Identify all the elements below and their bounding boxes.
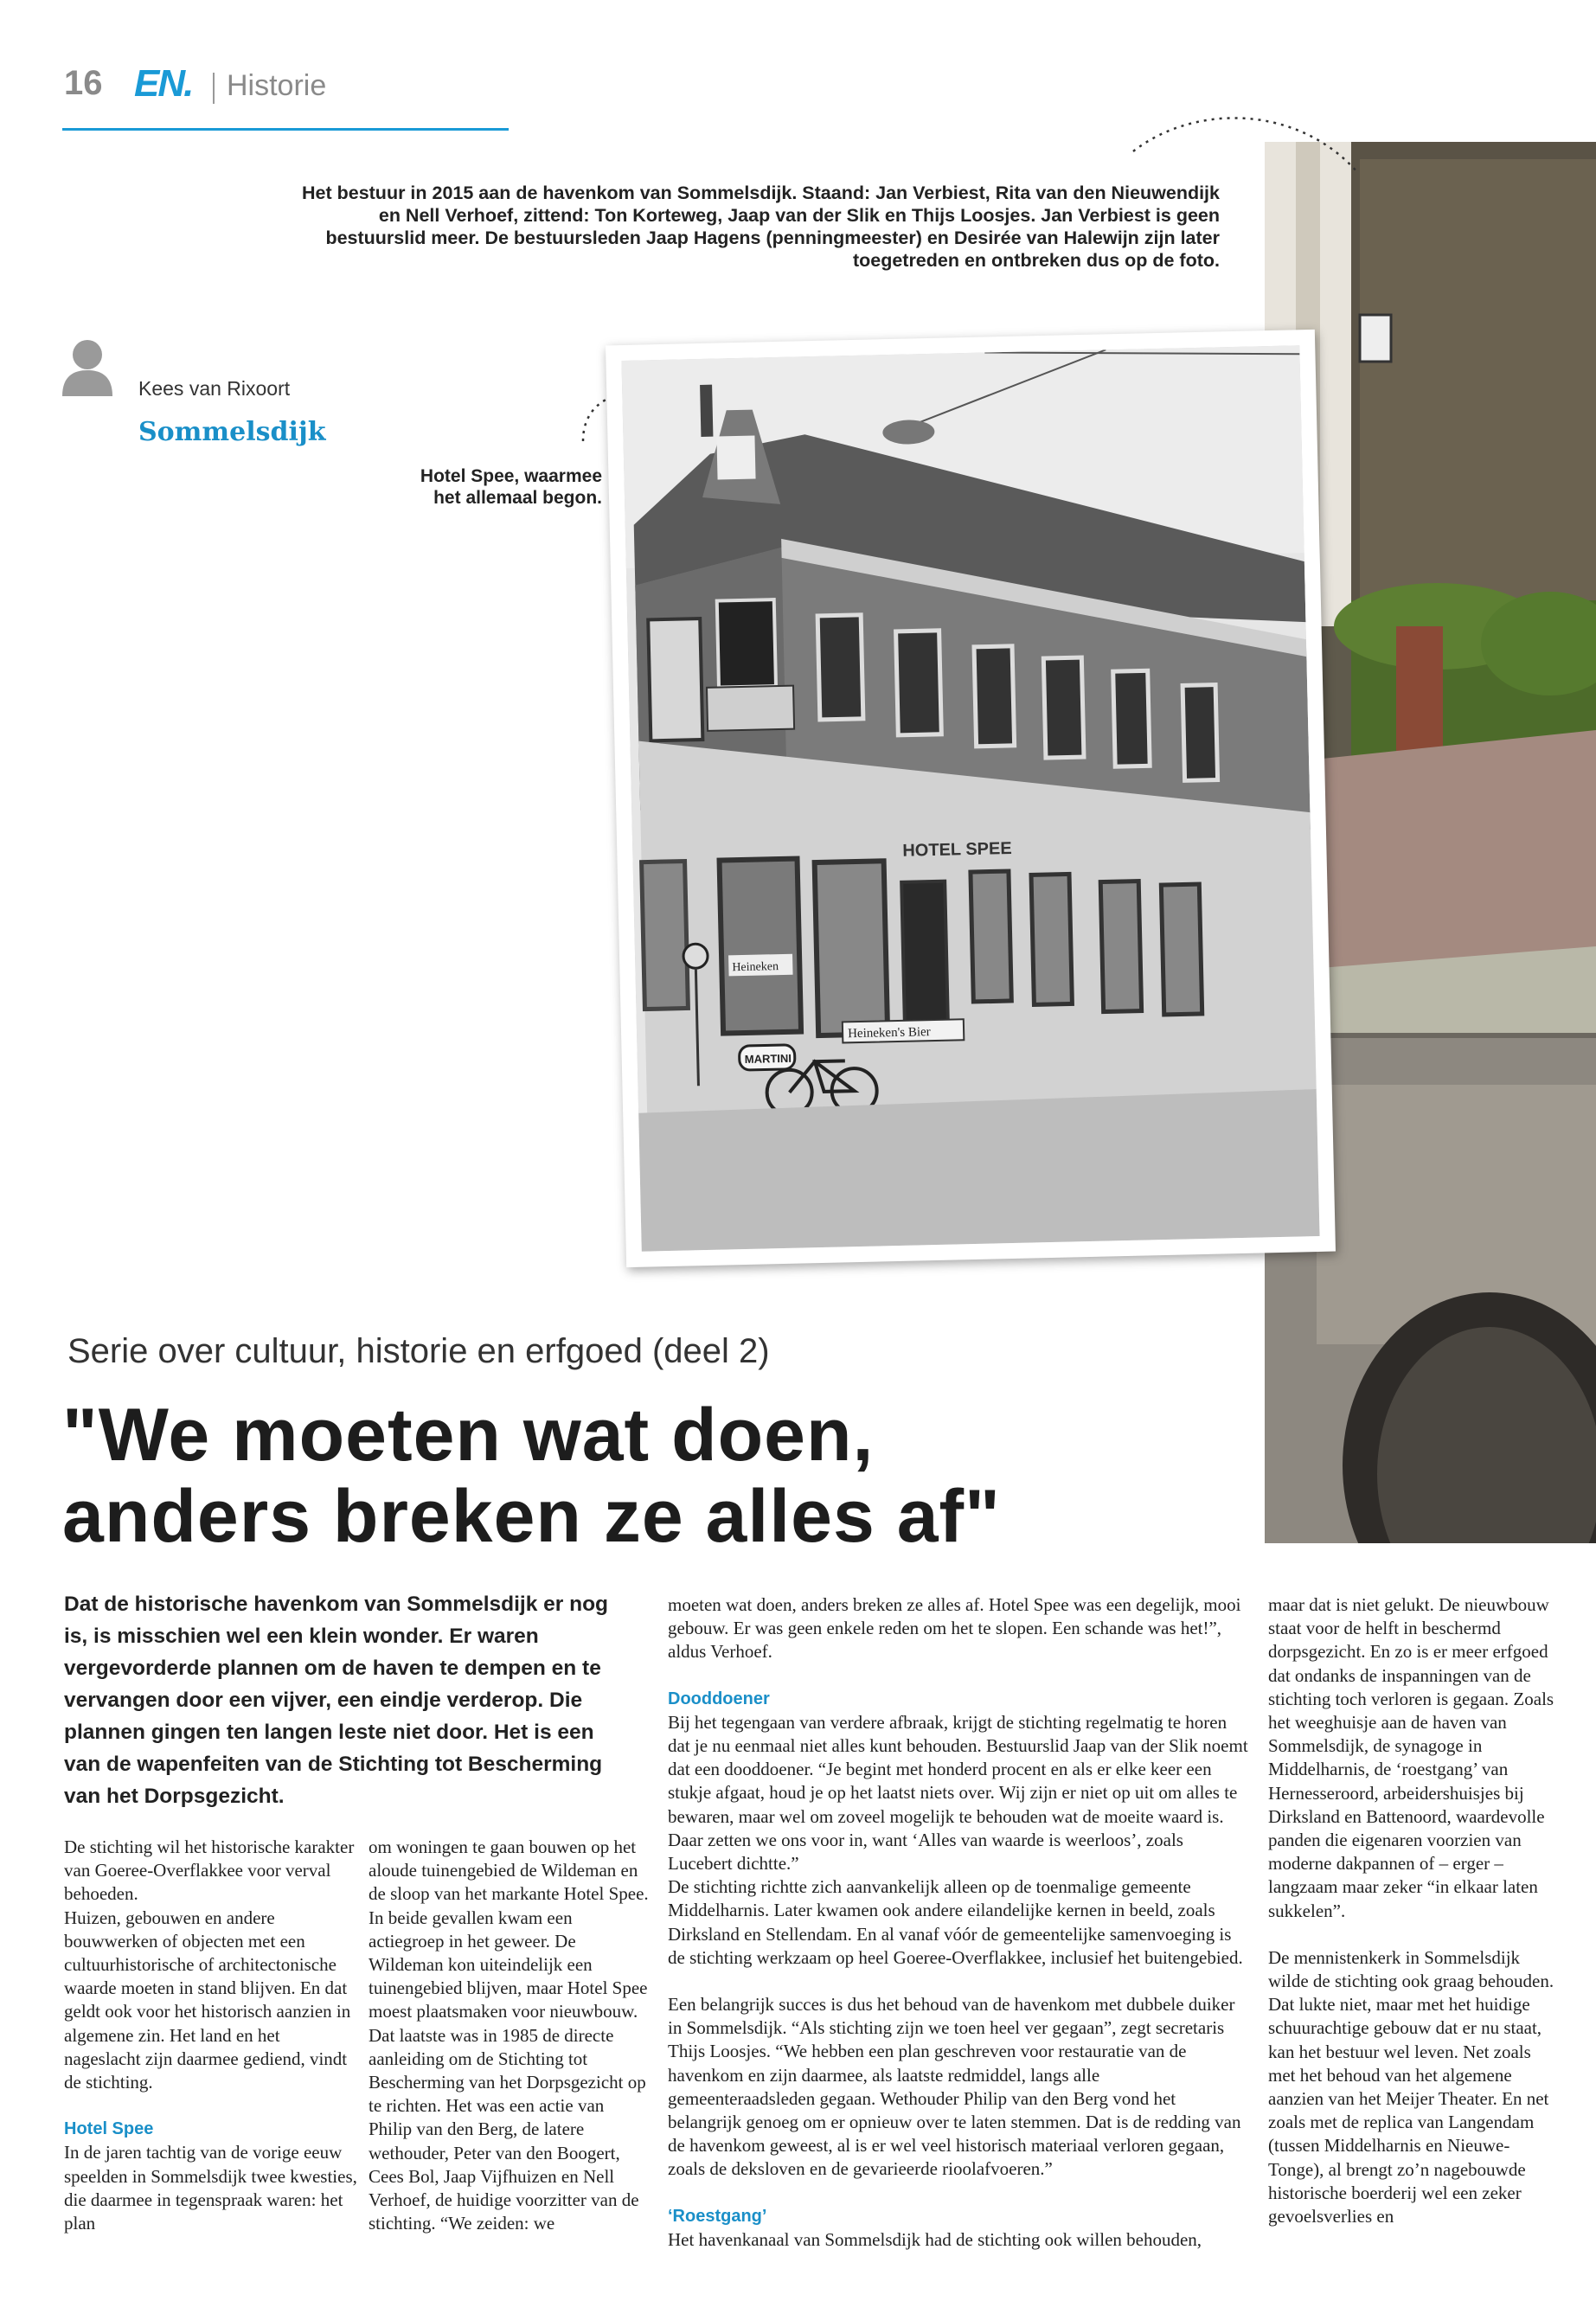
paragraph: Huizen, gebouwen en andere bouwwerken of objecten met een cultuurhistorische of architectonische waarde moeten in stand blijven. En dat geldt ook voor het historisch aanzien in algemene zin. Het land en het nageslacht zijn daarmee gediend, vindt de stichting. bbox=[64, 1907, 351, 2093]
paragraph-gap bbox=[64, 2094, 358, 2118]
series-title: Serie over cultuur, historie en erfgoed (deel 2) bbox=[67, 1332, 770, 1370]
paragraph: De stichting wil het historische karakter van Goeree-Overflakkee voor verval behoeden. bbox=[64, 1836, 355, 1905]
heinekens-bier-sign: Heineken's Bier bbox=[847, 1025, 931, 1042]
lead-paragraph: Dat de historische havenkom van Sommelsdijk er nog is, is misschien wel een klein wonder. Er waren vergevorderde plannen om de haven te dempen en te vervangen door een vijver, een eindje verderop. Die plannen gingen ten langen leste niet door. Het is een van de wapenfeiten van de Stichting tot Bescherming van het Dorpsgezicht. bbox=[64, 1593, 609, 1808]
hotel-spee-illustration bbox=[621, 345, 1319, 1252]
hotel-sign: HOTEL SPEE bbox=[902, 838, 1012, 861]
paragraph: Dat laatste was in 1985 de directe aanleiding om de Stichting tot Bescherming van het Dorpsgezicht op te richten. Het was een actie van Philip van den Berg, de latere wethouder, Peter van den Boogert, Cees Bol, Jaap Vijfhuizen en Nell Verhoef, de huidige voorzitter van de stichting. “We zeiden: we bbox=[369, 2024, 646, 2234]
group-photo-caption: Het bestuur in 2015 aan de havenkom van Sommelsdijk. Staand: Jan Verbiest, Rita van den Nieuwendijk en Nell Verhoef, zittend: Ton Korteweg, Jaap van der Slik en Thijs Loosjes. Jan Verbiest is geen bestuurslid meer. De bestuursleden Jaap Hagens (penningmeester) en Desirée van Halewijn zijn later toegetreden en ontbreken dus op de foto. bbox=[301, 183, 1220, 271]
section-name: Historie bbox=[227, 69, 327, 102]
hotel-photo-caption: Hotel Spee, waarmee het allemaal begon. bbox=[420, 466, 602, 508]
martini-sign: MARTINI bbox=[744, 1051, 792, 1067]
page-number: 16 bbox=[64, 64, 103, 102]
header-rule bbox=[62, 128, 509, 131]
subheading-dooddoener: Dooddoener bbox=[668, 1689, 770, 1708]
article-column-3 bbox=[668, 1593, 1249, 2252]
headline-line-2: anders breken ze alles af" bbox=[62, 1475, 1001, 1558]
paragraph: Het havenkanaal van Sommelsdijk had de stichting ook willen behouden, bbox=[668, 2228, 1202, 2250]
subheading-hotel-spee: Hotel Spee bbox=[64, 2119, 154, 2139]
paragraph-gap bbox=[668, 2182, 1249, 2205]
paragraph: Bij het tegengaan van verdere afbraak, krijgt de stichting regelmatig te horen dat je nu eenmaal niet alles kunt behouden. Bestuurslid Jaap van der Slik noemt dat een dooddoener. “Je begint met honderd procent en als er elke keer een stukje afgaat, houd je op het laatst niets over. Wij zijn er niet op uit om alles te bewaren, maar wel om zoveel mogelijk te behouden wat de moeite waard is. Daar zetten we ons voor in, want ‘Alles van waarde is weerloos’, zoals Lucebert dichtte.” bbox=[668, 1711, 1248, 1875]
paragraph: om woningen te gaan bouwen op het aloude tuinengebied de Wildeman en de sloop van het markante Hotel Spee. In beide gevallen kwam een actiegroep in het geweer. De Wildeman kon uiteindelijk een tuinengebied blijven, maar Hotel Spee moest plaatsmaken voor nieuwbouw. bbox=[369, 1836, 649, 2022]
caption-pointer-arrow bbox=[1125, 104, 1367, 182]
dateline-location: Sommelsdijk bbox=[138, 417, 326, 447]
paragraph: Een belangrijk succes is dus het behoud van de havenkom met dubbele duiker in Sommelsdijk. “Als stichting zijn we toen heel ver gegaan”, zegt secretaris Thijs Loosjes. “We hebben een plan geschreven voor restauratie van de havenkom en zijn daarmee, als laatste redmiddel, langs alle gemeenteraadsleden gegaan. Wethouder Philip van den Berg vond het belangrijk genoeg om er opnieuw over te laten stemmen. Dat is de redding van de havenkom geweest, al is er wel veel historisch materiaal verloren gegaan, zoals de deksloven en de gevarieerde rioolafvoeren.” bbox=[668, 1994, 1241, 2180]
subheading-roestgang: ‘Roestgang’ bbox=[668, 2206, 767, 2226]
heineken-sign: Heineken bbox=[732, 960, 779, 975]
article-column-1 bbox=[64, 1836, 358, 2235]
article-column-2 bbox=[369, 1836, 651, 2235]
hotel-spee-photo bbox=[621, 345, 1319, 1252]
paragraph: De stichting richtte zich aanvankelijk alleen op de toenmalige gemeente Middelharnis. Later kwamen ook andere eilandelijke kernen in beeld, zoals Dirksland en Stellendam. En al vanaf vóór de gemeentelijke samenvoeging is de stichting werkzaam op heel Goeree-Overflakkee, inclusief het buitengebied. bbox=[668, 1876, 1243, 1968]
article-column-4 bbox=[1268, 1593, 1555, 2228]
paragraph: maar dat is niet gelukt. De nieuwbouw staat voor de helft in beschermd dorpsgezicht. En zo is er meer erfgoed dat ondanks de inspanningen van de stichting toch verloren is gegaan. Zoals het weeghuisje aan de haven van Sommelsdijk, de synagoge in Middelharnis, de ‘roestgang’ van Hernesseroord, arbeidershuisjes bij Dirksland en Battenoord, waardevolle panden die eigenaren voorzien van moderne dakpannen of – erger – langzaam maar zeker “in elkaar laten sukkelen”. bbox=[1268, 1594, 1554, 1921]
paragraph-gap bbox=[668, 1970, 1249, 1993]
paragraph: De mennistenkerk in Sommelsdijk wilde de stichting ook graag behouden. Dat lukte niet, maar met het huidige schuurachtige gebouw dat er nu staat, kan het bestuur wel leven. Net zoals met het behoud van het algemene aanzien van het Meijer Theater. En net zoals met de replica van Langendam (tussen Middelharnis en Nieuwe-Tonge), al brengt zo’n nagebouwde historische boerderij wel een zeker gevoelsverlies en bbox=[1268, 1946, 1554, 2227]
headline-line-1: "We moeten wat doen, bbox=[62, 1394, 875, 1477]
author-avatar-icon bbox=[61, 337, 114, 396]
brand-logo: EN. bbox=[134, 62, 193, 105]
paragraph: moeten wat doen, anders breken ze alles af. Hotel Spee was een degelijk, mooi gebouw. Er was geen enkele reden om het te slopen. Een schande was het!”, aldus Verhoef. bbox=[668, 1594, 1241, 1663]
author-name: Kees van Rixoort bbox=[138, 377, 291, 400]
paragraph-gap bbox=[1268, 1923, 1555, 1946]
header-divider bbox=[213, 73, 215, 104]
paragraph: In de jaren tachtig van de vorige eeuw speelden in Sommelsdijk twee kwesties, die daarmee in tegenspraak waren: het plan bbox=[64, 2142, 357, 2234]
hotel-spee-photo-frame bbox=[606, 330, 1336, 1267]
paragraph-gap bbox=[668, 1664, 1249, 1688]
